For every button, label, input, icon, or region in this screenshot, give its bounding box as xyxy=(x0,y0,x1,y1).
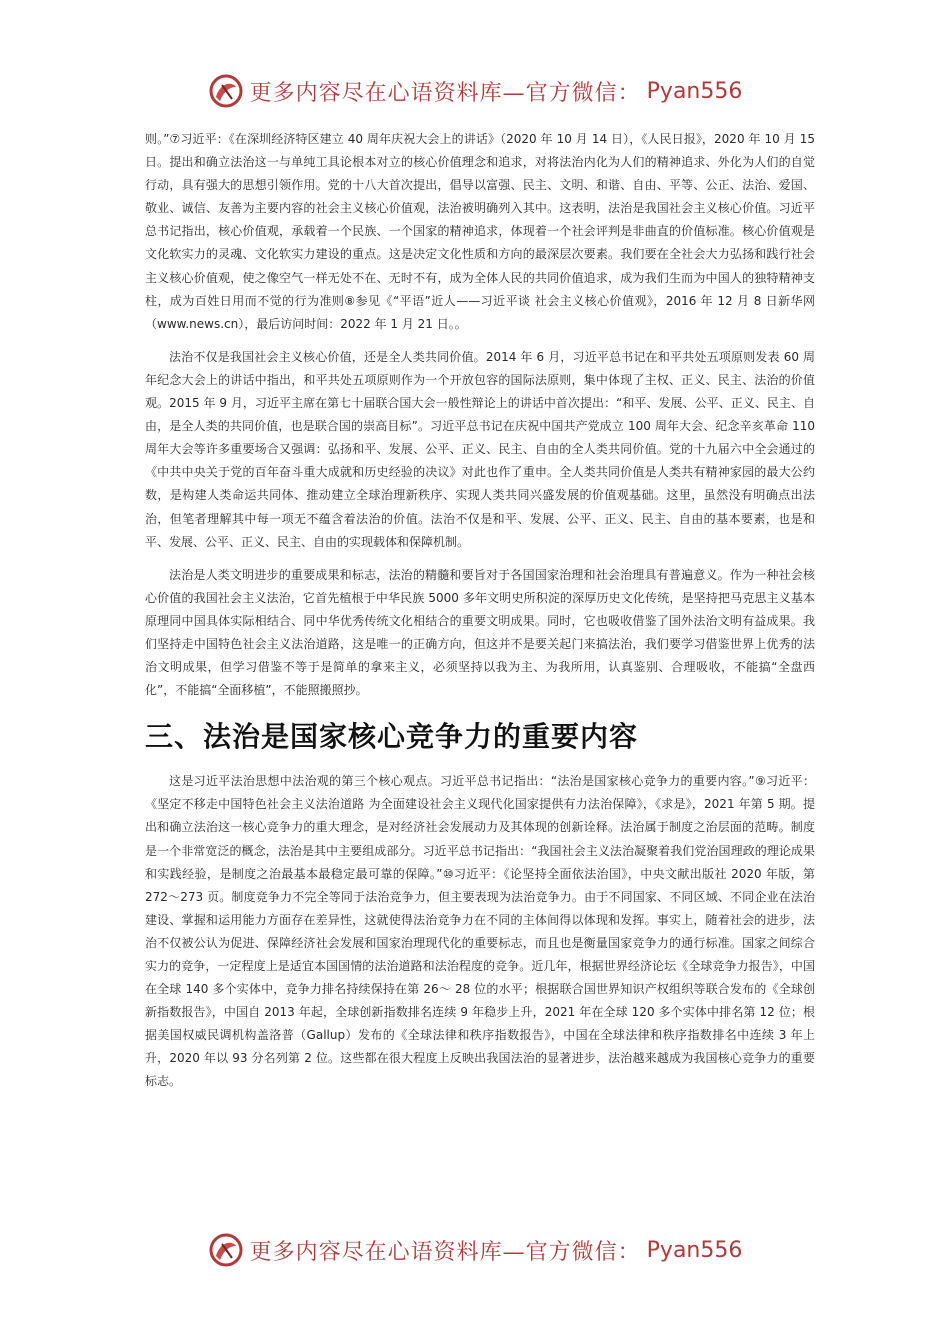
seal-logo-icon xyxy=(208,73,244,109)
paragraph-1: 则。”⑦习近平：《在深圳经济特区建立 40 周年庆祝大会上的讲话》（2020 年 10 月 14 日），《人民日报》，2020 年 10 月 15 日。提出和确立法治这一与单纯工具论根本对立的核心价值理念和追求，对将法治内化为人们的精神追求、外化为人们的自觉行动，具有强大的思想引领作用。党的十八大首次提出，倡导以富强、民主、文明、和谐、自由、平等、公正、法治、爱国、敬业、诚信、友善为主要内容的社会主义核心价值观，法治被明确列入其中。这表明，法治是我国社会主义核心价值。习近平总书记指出，核心价值观，承载着一个民族、一个国家的精神追求，体现着一个社会评判是非曲直的价值标准。核心价值观是文化软实力的灵魂、文化软实力建设的重点。这是决定文化性质和方向的最深层次要素。我们要在全社会大力弘扬和践行社会主义核心价值观，使之像空气一样无处不在、无时不有，成为全体人民的共同价值追求，成为我们生而为中国人的独特精神支柱，成为百姓日用而不觉的行为准则⑧参见《“平语”近人——习近平谈 社会主义核心价值观》，2016 年 12 月 8 日新华网（www.news.cn），最后访问时间：2022 年 1 月 21 日。。 xyxy=(145,132,815,331)
banner-text: 更多内容尽在心语资料库—官方微信： xyxy=(249,1239,641,1265)
paragraph-2: 法治不仅是我国社会主义核心价值，还是全人类共同价值。2014 年 6 月，习近平总书记在和平共处五项原则发表 60 周年纪念大会上的讲话中指出，和平共处五项原则作为一个开放包容的国际法原则，集中体现了主权、正义、民主、法治的价值观。2015 年 9 月，习近平主席在第七十届联合国大会一般性辩论上的讲话中首次提出：“和平、发展、公平、正义、民主、自由，是全人类的共同价值，也是联合国的崇高目标”。习近平总书记在庆祝中国共产党成立 100 周年大会、纪念辛亥革命 110 周年大会等许多重要场合又强调：弘扬和平、发展、公平、正义、民主、自由的全人类共同价值。党的十九届六中全会通过的《中共中央关于党的百年奋斗重大成就和历史经验的决议》对此也作了重申。全人类共同价值是人类共有精神家园的最大公约数，是构建人类命运共同体、推动建立全球治理新秩序、实现人类共同兴盛发展的价值观基础。这里，虽然没有明确点出法治，但笔者理解其中每一项无不蕴含着法治的价值。法治不仅是和平、发展、公平、正义、民主、自由的基本要素，也是和平、发展、公平、正义、民主、自由的实现载体和保障机制。 xyxy=(145,349,815,549)
section-heading: 三、法治是国家核心竞争力的重要内容 xyxy=(145,720,639,754)
document-body xyxy=(145,128,815,1104)
footer-banner xyxy=(0,1232,950,1272)
header-banner xyxy=(0,73,950,113)
banner-wechat-id: Pyan556 xyxy=(646,1237,743,1263)
banner-text: 更多内容尽在心语资料库—官方微信： xyxy=(249,80,641,106)
paragraph-3: 法治是人类文明进步的重要成果和标志，法治的精髓和要旨对于各国国家治理和社会治理具有普遍意义。作为一种社会核心价值的我国社会主义法治，它首先植根于中华民族 5000 多年文明史所积淀的深厚历史文化传统，是坚持把马克思主义基本原理同中国具体实际相结合、同中华优秀传统文化相结合的重要文明成果。同时，它也吸收借鉴了国外法治文明有益成果。我们坚持走中国特色社会主义法治道路，这是唯一的正确方向，但这并不是要关起门来搞法治，我们要学习借鉴世界上优秀的法治文明成果，但学习借鉴不等于是简单的拿来主义，必须坚持以我为主、为我所用，认真鉴别、合理吸收，不能搞“全盘西化”，不能搞“全面移植”，不能照搬照抄。 xyxy=(145,567,815,698)
seal-logo-icon xyxy=(208,1232,244,1268)
banner-wechat-id: Pyan556 xyxy=(646,78,743,104)
paragraph-4: 这是习近平法治思想中法治观的第三个核心观点。习近平总书记指出：“法治是国家核心竞争力的重要内容。”⑨习近平：《坚定不移走中国特色社会主义法治道路 为全面建设社会主义现代化国家提供有力法治保障》，《求是》，2021 年第 5 期。提出和确立法治这一核心竞争力的重大理念，是对经济社会发展动力及其体现的创新诠释。法治属于制度之治层面的范畴。制度是一个非常宽泛的概念，法治是其中主要组成部分。习近平总书记指出：“我国社会主义法治凝聚着我们党治国理政的理论成果和实践经验，是制度之治最基本最稳定最可靠的保障。”⑩习近平：《论坚持全面依法治国》，中央文献出版社 2020 年版，第 272～273 页。制度竞争力不完全等同于法治竞争力，但主要表现为法治竞争力。由于不同国家、不同区域、不同企业在法治建设、掌握和运用能力方面存在差异性，这就使得法治竞争力在不同的主体间得以体现和发挥。事实上，随着社会的进步，法治不仅被公认为促进、保障经济社会发展和国家治理现代化的重要标志，而且也是衡量国家竞争力的通行标准。国家之间综合实力的竞争，一定程度上是适宜本国国情的法治道路和法治程度的竞争。近几年，根据世界经济论坛《全球竞争力报告》，中国在全球 140 多个实体中，竞争力排名持续保持在第 26～ 28 位的水平；根据联合国世界知识产权组织等联合发布的《全球创新指数报告》，中国自 2013 年起，全球创新指数排名连续 9 年稳步上升，2021 年在全球 120 多个实体中排名第 12 位；根据美国权威民调机构盖洛普（Gallup）发布的《全球法律和秩序指数报告》，中国在全球法律和秩序指数排名中连续 3 年上升，2020 年以 93 分名列第 2 位。这些都在很大程度上反映出我国法治的显著进步，法治越来越成为我国核心竞争力的重要标志。 xyxy=(145,774,815,1089)
